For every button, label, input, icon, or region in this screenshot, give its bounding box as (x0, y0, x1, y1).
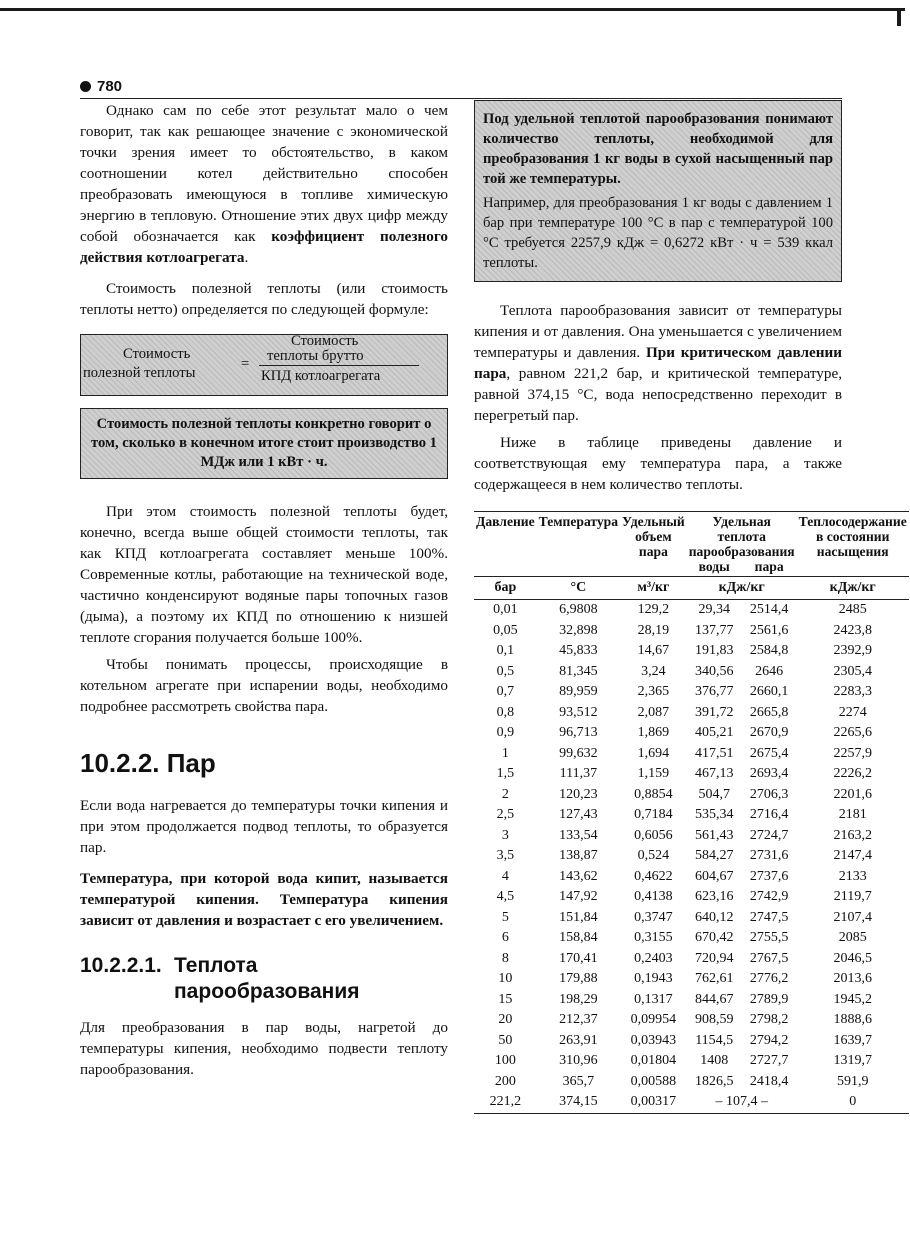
cell-pressure: 3 (501, 827, 509, 843)
paragraph-pressure-dependence (474, 300, 842, 426)
cell-heat-water: 391,72 (694, 704, 734, 720)
cell-volume: 0,1317 (634, 991, 673, 1007)
unit-heat: кДж/кг (687, 577, 797, 600)
cell-temperature: 158,84 (559, 930, 598, 945)
formula-denominator: КПД котлоагрегата (261, 368, 381, 384)
cell-heat-water: 29,34 (698, 602, 730, 617)
cell-content: 0 (849, 1094, 857, 1109)
table-row (474, 723, 909, 744)
top-rule (0, 8, 905, 11)
cell-temperature: 81,345 (559, 663, 598, 679)
cell-heat-steam: 2665,8 (749, 704, 789, 720)
cell-heat-water: 844,67 (694, 991, 734, 1007)
cell-content: 2119,7 (833, 889, 872, 904)
paragraph-formula-intro: Стоимость полезной теплоты (или стоимость теплоты нетто) определяется по следующей формуле: (80, 280, 448, 318)
cell-content: 2085 (838, 930, 867, 945)
cell-pressure: 200 (494, 1073, 516, 1089)
cell-content: 2485 (838, 602, 867, 617)
cell-heat-water: 1826,5 (694, 1073, 734, 1089)
cell-temperature: 198,29 (559, 991, 598, 1007)
cell-heat-water: 584,27 (694, 848, 734, 863)
table-row (474, 867, 909, 888)
cell-volume: 0,3155 (634, 930, 673, 945)
cell-volume: 129,2 (637, 602, 670, 617)
header-heat-water: воды (698, 559, 730, 574)
cell-temperature: 120,23 (559, 786, 598, 802)
cell-temperature: 212,37 (559, 1012, 598, 1027)
cell-content: 2181 (838, 807, 867, 822)
cell-heat-steam: 2660,1 (749, 684, 789, 699)
cell-volume: 0,00317 (630, 1094, 677, 1109)
cell-content: 1945,2 (833, 991, 872, 1007)
table-header-row (474, 512, 909, 560)
cell-heat-steam: 2693,4 (749, 766, 789, 781)
cell-temperature: 32,898 (559, 622, 598, 638)
header-heat: Удельная теплота парообразования (688, 514, 795, 559)
page-header (80, 78, 842, 99)
paragraph-vaporization-heat: Для преобразования в пар воды, нагретой до температуры кипения, необходимо подвести теплоту парообразования. (80, 1019, 448, 1078)
cell-content: 1319,7 (833, 1053, 872, 1068)
cell-pressure: 50 (498, 1032, 513, 1048)
summary-box (80, 408, 448, 479)
cell-volume: 0,00588 (630, 1073, 677, 1089)
paragraph-steam-properties: Чтобы понимать процессы, происходящие в котельном агрегате при испарении воды, необходимо подробнее рассмотреть свойства пара. (80, 656, 448, 715)
table-row (474, 928, 909, 949)
cell-heat-water: 535,34 (694, 807, 734, 822)
cell-heat-steam: 2755,5 (749, 930, 789, 945)
formula-lhs-line1: Стоимость (123, 346, 191, 362)
table-row (474, 805, 909, 826)
cell-heat-water: 640,12 (694, 909, 734, 925)
cell-heat-water: 1408 (700, 1053, 729, 1068)
cell-temperature: 179,88 (559, 971, 598, 986)
paragraph-text: Однако сам по себе этот результат мало о чем говорит, так как решающее значение с экономической точки зрения имеет то обстоятельство, в каком соотношении котел действительно способен преобразовать имеющуюся в топливе химическую энергию в тепловую. Отношение этих двух цифр между собой обозначается как (80, 102, 448, 245)
right-column (474, 100, 907, 1114)
table-row (474, 846, 909, 867)
formula-equals: = (241, 356, 250, 372)
cell-volume: 0,524 (637, 848, 670, 863)
steam-table (474, 511, 909, 1114)
paragraph-net-cost: При этом стоимость полезной теплоты будет, конечно, всегда выше общей стоимости теплоты, так как КПД котлоагрегата составляет меньше 100%. Современные котлы, работающие на технической воде, частично конденсируют водяные пары топочных газов (дыма), а поэтому их КПД по отношению к низшей теплоте сгорания получается больше 100%. (80, 503, 448, 646)
cell-temperature: 111,37 (559, 766, 598, 781)
cell-pressure: 2,5 (496, 807, 515, 822)
cell-content: 2226,2 (833, 766, 872, 781)
cell-pressure: 4 (501, 868, 509, 884)
cell-content: 2423,8 (833, 622, 872, 638)
cell-heat-water: 561,43 (694, 827, 734, 843)
cell-heat-water: 405,21 (694, 725, 734, 740)
cell-pressure: 0,5 (496, 663, 515, 679)
cell-pressure: 0,7 (496, 684, 515, 699)
formula-lhs-line2: полезной теплоты (83, 365, 196, 381)
cell-heat-steam: 2742,9 (749, 889, 789, 904)
table-row (474, 949, 909, 970)
cell-pressure: 3,5 (496, 848, 515, 863)
cell-pressure: 221,2 (489, 1094, 522, 1109)
subsection-title-line2: парообразования (174, 980, 360, 1003)
cell-content: 2163,2 (833, 827, 872, 843)
cell-temperature: 89,959 (559, 684, 598, 699)
cell-temperature: 45,833 (559, 643, 598, 658)
definition-text: Под удельной теплотой парообразования понимают количество теплоты, необходимой для преобразования 1 кг воды в сухой насыщенный пар той же температуры. (483, 111, 833, 187)
cell-heat-steam: 2767,5 (749, 950, 789, 966)
subsection-heading (80, 953, 448, 1007)
table-row (474, 826, 909, 847)
table-row (474, 662, 909, 683)
cell-volume: 3,24 (641, 663, 666, 679)
cell-pressure: 5 (501, 909, 509, 925)
cell-heat-steam: 2561,6 (749, 622, 789, 638)
definition-box (474, 100, 842, 282)
cell-heat-water: 504,7 (698, 786, 730, 802)
cell-content: 2147,4 (833, 848, 872, 863)
cell-content: 1888,6 (833, 1012, 872, 1027)
unit-content: кДж/кг (797, 577, 909, 600)
table-row (474, 969, 909, 990)
cell-temperature: 6,9808 (559, 602, 598, 617)
cell-temperature: 127,43 (559, 807, 598, 822)
table-row (474, 1072, 909, 1093)
cell-heat-water: 417,51 (694, 745, 734, 761)
cell-heat-water: 908,59 (694, 1012, 734, 1027)
cell-pressure: 0,05 (493, 622, 518, 638)
cell-heat-steam: 2794,2 (749, 1032, 789, 1048)
cell-volume: 0,6056 (634, 827, 673, 843)
cell-volume: 1,159 (637, 766, 670, 781)
cell-heat-steam: 2731,6 (749, 848, 789, 863)
paragraph-text-end: . (244, 249, 249, 266)
formula-numerator-line1: Стоимость (291, 333, 359, 349)
cell-volume: 0,3747 (634, 909, 673, 925)
cell-pressure: 0,9 (496, 725, 515, 740)
table-row (474, 641, 909, 662)
cell-volume: 0,4138 (634, 889, 673, 904)
cell-temperature: 147,92 (559, 889, 598, 904)
cell-pressure: 20 (498, 1012, 513, 1027)
cell-heat-water: 191,83 (694, 643, 734, 658)
paragraph-boiling-point: Температура, при которой вода кипит, называется температурой кипения. Температура кипения зависит от давления и возрастает с его увеличением. (80, 870, 448, 929)
cell-volume: 1,694 (637, 745, 670, 761)
cell-volume: 0,4622 (634, 868, 673, 884)
cell-heat-steam: 2716,4 (749, 807, 789, 822)
cell-content: 2305,4 (833, 663, 872, 679)
page-number-value: 780 (97, 78, 123, 95)
cell-volume: 1,869 (637, 725, 670, 740)
cell-pressure: 1,5 (496, 766, 515, 781)
cell-heat-steam: 2798,2 (749, 1012, 789, 1027)
table-row (474, 1031, 909, 1052)
cell-volume: 0,01804 (630, 1053, 677, 1068)
cell-pressure: 0,1 (496, 643, 515, 658)
paragraph-steam-definition: Если вода нагревается до температуры точки кипения и при этом продолжается подвод теплоты, то образуется пар. (80, 797, 448, 856)
table-row (474, 744, 909, 765)
cell-temperature: 170,41 (559, 950, 598, 966)
cell-content: 2133 (838, 868, 867, 884)
cell-heat-steam: 2789,9 (749, 991, 789, 1007)
formula-fraction-bar (259, 365, 419, 366)
cell-volume: 2,087 (637, 704, 670, 720)
cell-content: 2283,3 (833, 684, 872, 699)
paragraph-efficiency (80, 100, 448, 268)
table-row (474, 990, 909, 1011)
table-row (474, 908, 909, 929)
cell-volume: 0,09954 (630, 1012, 677, 1027)
cell-heat-steam: 2675,4 (749, 745, 789, 761)
cell-volume: 28,19 (637, 622, 670, 638)
cell-heat-water: 137,77 (694, 622, 734, 638)
cell-pressure: 100 (494, 1053, 516, 1068)
header-volume: Удельный объем пара (622, 514, 685, 559)
paragraph-text: Теплота парообразования зависит от температуры кипения и от давления. Она уменьшается с увеличением температуры и давления. (474, 302, 842, 361)
cell-heat-water: 762,61 (694, 971, 734, 986)
cell-temperature: 99,632 (559, 745, 598, 761)
table-row (474, 887, 909, 908)
cell-heat-merged: – 107,4 – (715, 1094, 768, 1109)
table-row (474, 600, 909, 621)
cell-volume: 0,2403 (634, 950, 673, 966)
unit-volume: м³/кг (620, 577, 687, 600)
cell-temperature: 93,512 (559, 704, 598, 720)
cell-temperature: 374,15 (559, 1094, 598, 1109)
cell-pressure: 8 (501, 950, 509, 966)
cell-heat-steam: 2724,7 (749, 827, 789, 843)
cell-heat-steam: 2514,4 (749, 602, 789, 617)
cell-pressure: 2 (501, 786, 509, 802)
cell-heat-steam: 2737,6 (749, 868, 789, 884)
cell-heat-water: 604,67 (694, 868, 734, 884)
cell-heat-steam: 2584,8 (749, 643, 789, 658)
cell-temperature: 138,87 (559, 848, 598, 863)
header-pressure: Давление (476, 514, 535, 529)
cell-content: 2201,6 (833, 786, 872, 802)
cell-volume: 0,03943 (630, 1032, 677, 1048)
unit-pressure: бар (474, 577, 537, 600)
table-row (474, 1010, 909, 1031)
cell-content: 2107,4 (833, 909, 872, 925)
paragraph-text-end: , равном 221,2 бар, и критической температуре, равной 374,15 °С, вода непосредственно переходит в перегретый пар. (474, 365, 842, 424)
left-column (80, 100, 448, 1080)
cell-content: 2013,6 (833, 971, 872, 986)
cell-content: 2257,9 (833, 745, 872, 761)
table-row (474, 682, 909, 703)
cell-heat-water: 376,77 (694, 684, 734, 699)
cell-content: 2265,6 (833, 725, 872, 740)
cell-heat-water: 720,94 (694, 950, 734, 966)
cell-pressure: 0,01 (493, 602, 518, 617)
cell-volume: 2,365 (637, 684, 670, 699)
header-temperature: Температура (538, 514, 619, 529)
section-heading-steam: 10.2.2. Пар (80, 748, 216, 778)
cell-temperature: 365,7 (562, 1073, 595, 1089)
header-heat-steam: пара (754, 559, 784, 574)
cell-volume: 0,7184 (634, 807, 673, 822)
example-text: Например, для преобразования 1 кг воды с давлением 1 бар при температуре 100 °С в пар с температурой 100 °С требуется 2257,9 кДж = 0,6272 кВт · ч = 539 ккал теплоты. (483, 195, 833, 271)
table-row (474, 785, 909, 806)
cell-heat-water: 340,56 (694, 663, 734, 679)
table-row (474, 703, 909, 724)
cell-volume: 0,1943 (634, 971, 673, 986)
cell-content: 2046,5 (833, 950, 872, 966)
cell-heat-steam: 2670,9 (749, 725, 789, 740)
cell-heat-steam: 2776,2 (749, 971, 789, 986)
term-critical-pressure: При критическом давлении пара (474, 344, 842, 382)
cell-heat-steam: 2646 (755, 663, 784, 679)
cell-heat-water: 623,16 (694, 889, 734, 904)
subsection-number: 10.2.2.1. (80, 954, 162, 977)
bullet-icon (80, 81, 91, 92)
formula-numerator-line2: теплоты брутто (267, 348, 364, 364)
table-units-row (474, 577, 909, 600)
cell-content: 2274 (838, 704, 867, 720)
unit-temperature: °С (537, 577, 620, 600)
paragraph-table-intro: Ниже в таблице приведены давление и соответствующая ему температура пара, а также содержащееся в нем количество теплоты. (474, 434, 842, 493)
table-row-critical (474, 1092, 909, 1113)
cell-temperature: 151,84 (559, 909, 598, 925)
table-row (474, 1051, 909, 1072)
header-content: Теплосодержание в состоянии насыщения (798, 514, 907, 559)
table-row (474, 764, 909, 785)
cell-heat-water: 1154,5 (695, 1032, 734, 1048)
cell-content: 591,9 (836, 1073, 869, 1089)
cell-content: 1639,7 (833, 1032, 872, 1048)
summary-text: Стоимость полезной теплоты конкретно говорит о том, сколько в конечном итоге стоит производство 1 МДж или 1 кВт · ч. (91, 416, 437, 470)
cell-temperature: 96,713 (559, 725, 598, 740)
cell-content: 2392,9 (833, 643, 872, 658)
subsection-title-line1: Теплота (174, 954, 258, 977)
cell-temperature: 133,54 (559, 827, 598, 843)
page-number (80, 78, 122, 95)
cell-pressure: 15 (498, 991, 513, 1007)
cell-temperature: 263,91 (559, 1032, 598, 1048)
table-row (474, 621, 909, 642)
cell-pressure: 10 (498, 971, 513, 986)
cell-heat-steam: 2418,4 (749, 1073, 789, 1089)
cell-pressure: 6 (501, 930, 509, 945)
cell-heat-water: 467,13 (694, 766, 734, 781)
cell-pressure: 4,5 (496, 889, 515, 904)
cell-pressure: 0,8 (496, 704, 515, 720)
cell-heat-steam: 2706,3 (749, 786, 789, 802)
cell-heat-steam: 2747,5 (749, 909, 789, 925)
cell-volume: 0,8854 (634, 786, 673, 802)
cell-temperature: 143,62 (559, 868, 598, 884)
formula-box (80, 334, 448, 396)
cell-heat-steam: 2727,7 (749, 1053, 789, 1068)
cell-volume: 14,67 (637, 643, 670, 658)
cell-temperature: 310,96 (559, 1053, 598, 1068)
term-efficiency: коэффициент полезного действия котлоагрегата (80, 228, 448, 266)
cell-pressure: 1 (501, 745, 509, 761)
cell-heat-water: 670,42 (694, 930, 734, 945)
corner-mark (897, 8, 901, 26)
